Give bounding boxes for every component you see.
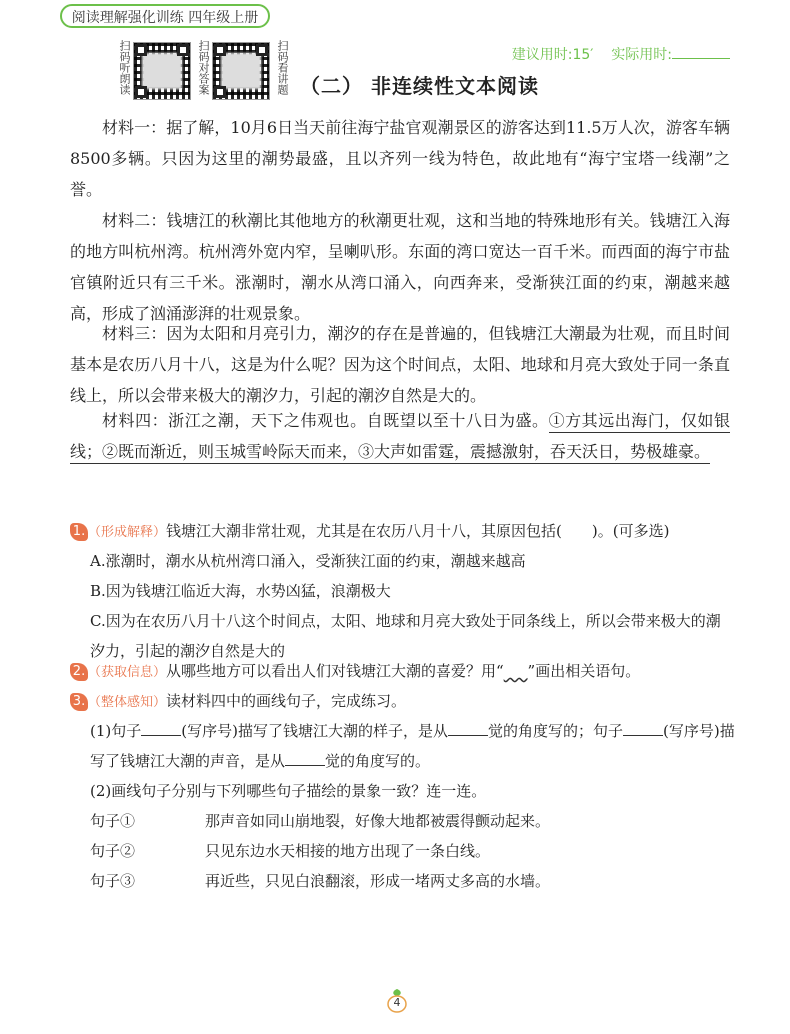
- option-b[interactable]: B.因为钱塘江临近大海，水势凶猛，浪潮极大: [90, 582, 391, 600]
- wavy-line-mark: [504, 662, 528, 680]
- time-bar: [512, 44, 730, 64]
- match-right-item[interactable]: 再近些，只见白浪翻滚，形成一堵两丈多高的水墙。: [205, 872, 551, 890]
- question-tag: （获取信息）: [88, 665, 167, 680]
- answer-blank[interactable]: [448, 721, 488, 736]
- text: (1)句子: [90, 722, 142, 740]
- material-4: [70, 405, 730, 467]
- qr-caption: 扫码听朗读: [118, 40, 131, 95]
- match-left-item[interactable]: 句子①: [90, 812, 136, 830]
- question-3-part-1: [90, 716, 735, 776]
- match-left-column: [90, 794, 135, 896]
- text: 觉的角度写的。: [325, 752, 431, 770]
- page-number: 4: [393, 996, 401, 1009]
- answer-blank[interactable]: [623, 721, 663, 736]
- option-c[interactable]: C.因为在农历八月十八这个时间点，太阳、地球和月亮大致处于同条线上，所以会带来极大的潮汐力，引起的潮汐自然是大的: [90, 612, 721, 660]
- match-left-item[interactable]: 句子②: [90, 842, 136, 860]
- question-1: [70, 516, 735, 548]
- material-1: 材料一：据了解，10月6日当天前往海宁盐官观潮景区的游客达到11.5万人次，游客车辆8500多辆。只因为这里的潮势最盛，且以齐列一线为特色，故此地有“海宁宝塔一线潮”之誉。: [70, 118, 730, 199]
- qr-caption: 扫码对答案: [197, 40, 210, 95]
- material-2: 材料二：钱塘江的秋潮比其他地方的秋潮更壮观，这和当地的特殊地形有关。钱塘江入海的地方叫杭州湾。杭州湾外宽内窄，呈喇叭形。东面的湾口宽达一百千米。而西面的海宁市盐官镇附近只有三千米。涨潮时，潮水从湾口涌入，向西奔来，受渐狭江面的约束，潮越来越高，形成了汹涌澎湃的壮观景象。: [70, 211, 730, 323]
- qr-group-1: [117, 40, 175, 102]
- question-number: 3.: [70, 693, 88, 711]
- text: 觉的角度写的；句子: [487, 722, 623, 740]
- match-right-column: [205, 794, 550, 896]
- question-tag: （形成解释）: [88, 525, 167, 540]
- book-title-tab: 阅读理解强化训练 四年级上册: [60, 4, 270, 28]
- text: (写序号)描写了钱塘江大潮的声音，是从: [90, 722, 735, 770]
- question-tag: （整体感知）: [88, 695, 167, 710]
- qr-group-2: [196, 40, 254, 102]
- suggested-time: 建议用时:15′: [511, 47, 594, 63]
- material-4-underlined: ①方其远出海门，仅如银线；②既而渐近，则玉城雪岭际天而来，③大声如雷霆，震撼激射，吞天沃日，势极雄豪。: [70, 411, 730, 464]
- actual-time-blank[interactable]: [672, 46, 730, 59]
- material-3: 材料三：因为太阳和月亮引力，潮汐的存在是普遍的，但钱塘江大潮最为壮观，而且时间基本是农历八月十八，这是为什么呢？因为这个时间点，太阳、地球和月亮大致处于同一条直线上，所以会带来极大的潮汐力，引起的潮汐自然是大的。: [70, 324, 730, 405]
- match-right-item[interactable]: 只见东边水天相接的地方出现了一条白线。: [205, 842, 491, 860]
- answer-blank[interactable]: [285, 751, 325, 766]
- question-2: [70, 656, 735, 688]
- answer-blank[interactable]: [141, 721, 181, 736]
- question-3-part-2: (2)画线句子分别与下列哪些句子描绘的景象一致？连一连。: [90, 782, 487, 800]
- match-left-item[interactable]: 句子③: [90, 872, 136, 890]
- material-4-intro: 材料四：浙江之潮，天下之伟观也。自既望以至十八日为盛。: [102, 411, 549, 430]
- option-a[interactable]: A.涨潮时，潮水从杭州湾口涌入，受渐狭江面的约束，潮越来越高: [90, 552, 526, 570]
- text: (写序号)描写了钱塘江大潮的样子，是从: [181, 722, 448, 740]
- match-right-item[interactable]: 那声音如同山崩地裂，好像大地都被震得颤动起来。: [205, 812, 551, 830]
- question-text: 读材料四中的画线句子，完成练习。: [166, 692, 407, 710]
- question-text: 从哪些地方可以看出人们对钱塘江大潮的喜爱？用“: [166, 662, 504, 680]
- page-number-badge: [386, 987, 408, 1013]
- question-3: [70, 686, 735, 718]
- qr-caption: 扫码看讲题: [276, 40, 289, 95]
- question-number: 2.: [70, 663, 88, 681]
- section-title: （二） 非连续性文本阅读: [300, 74, 539, 98]
- actual-time-label: 实际用时:: [611, 47, 672, 63]
- qr-code-icon[interactable]: [212, 42, 270, 100]
- question-number: 1.: [70, 523, 88, 541]
- question-text: 钱塘江大潮非常壮观，尤其是在农历八月十八，其原因包括( )。(可多选): [166, 522, 670, 540]
- question-text-end: ”画出相关语句。: [527, 662, 641, 680]
- qr-code-icon[interactable]: [133, 42, 191, 100]
